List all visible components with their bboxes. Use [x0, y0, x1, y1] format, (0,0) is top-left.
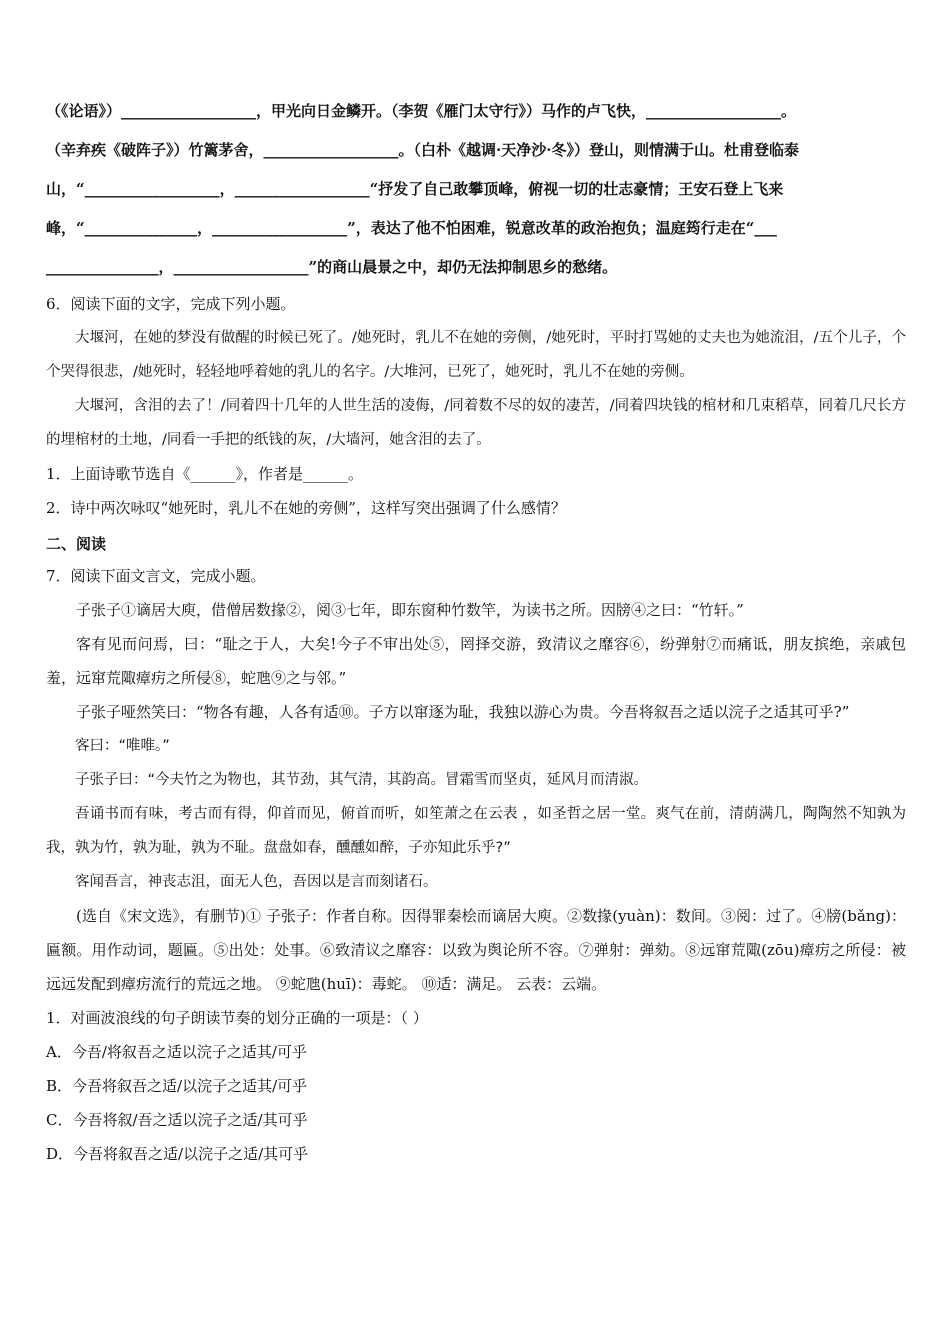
answer-option-b: B．今吾将叙吾之适/以浣子之适其/可乎 — [46, 1077, 308, 1095]
classical-paragraph: 子张子①谪居大庾，借僧居数掾②，阅③七年，即东窗种竹数竿，为读书之所。因牓④之曰：“竹轩。” — [76, 601, 744, 619]
fill-blank-line: 峰，“_______________，__________________”，表达了他不怕困难，锐意改革的政治抱负；温庭筠行走在“___ — [46, 219, 777, 237]
question-7-sub-1: 1．对画波浪线的句子朗读节奏的划分正确的一项是：（ ） — [46, 1009, 428, 1027]
question-6-title: 6．阅读下面的文字，完成下列小题。 — [46, 295, 296, 313]
fill-blank-section — [46, 92, 906, 287]
fill-blank-line: 山，“__________________，__________________“抒发了自己敢攀顶峰，俯视一切的壮志豪情；王安石登上飞来 — [46, 180, 784, 198]
annotation-note: (选自《宋文选》，有删节)① 子张子：作者自称。因得罪秦桧而谪居大庾。②数掾(yuàn)：数间。③阅：过了。④牓(bǎng)：匾额。用作动词，题匾。⑤出处：处事。⑥致清议之靡容：以致为舆论所不容。⑦弹射：弹劾。⑧远窜荒陬(zōu)瘴疠之所侵：被远远发配到瘴疠流行的荒远之地。 ⑨蛇虺(huī)：毒蛇。 ⑩适：满足。 云表：云端。 — [46, 907, 906, 993]
poem-paragraph: 大堰河，在她的梦没有做醒的时候已死了。/她死时，乳儿不在她的旁侧，/她死时，平时打骂她的丈夫也为她流泪，/五个儿子，个个哭得很悲，/她死时，轻轻地呼着她的乳儿的名字。/大堆河，已死了，她死时，乳儿不在她的旁侧。 — [46, 330, 906, 380]
question-7-title: 7．阅读下面文言文，完成小题。 — [46, 567, 266, 585]
question-6 — [46, 287, 906, 525]
document-page — [46, 92, 906, 1171]
answer-option-c: C．今吾将叙/吾之适以浣子之适/其可乎 — [46, 1111, 308, 1129]
classical-paragraph: 客有见而问焉，曰：“耻之于人，大矣!今子不审出处⑤，罔择交游，致清议之靡容⑥，纷弹射⑦而痛诋，朋友摈绝，亲戚包羞，远窜荒陬瘴疠之所侵⑧，蛇虺⑨之与邻。” — [46, 635, 906, 687]
classical-paragraph: 吾诵书而有味，考古而有得，仰首而见，俯首而听，如笙萧之在云表 ，如圣哲之居一堂。爽气在前，清荫满几，陶陶然不知孰为我，孰为竹，孰为耻，孰为不耻。盘盘如春，醺醺如醉，子亦知此乐乎?” — [46, 806, 906, 856]
question-6-sub-1: 1．上面诗歌节选自《______》，作者是______。 — [46, 465, 364, 483]
question-6-sub-2: 2．诗中两次咏叹“她死时，乳儿不在她的旁侧”，这样写突出强调了什么感情？ — [46, 499, 566, 517]
question-7 — [46, 559, 906, 1171]
fill-blank-line: （辛弃疾《破阵子》）竹篱茅舍，__________________。（白朴《越调·天净沙·冬》）登山，则情满于山。杜甫登临泰 — [46, 141, 799, 159]
section-heading: 二、阅读 — [46, 535, 107, 553]
fill-blank-line: （《论语》）__________________，甲光向日金鳞开。（李贺《雁门太守行》）马作的卢飞快，__________________。 — [46, 102, 797, 120]
classical-paragraph: 客闻吾言，神丧志沮，面无人色，吾因以是言而刻诸石。 — [75, 874, 438, 890]
fill-blank-line: _______________，__________________”的商山晨景之中，却仍无法抑制思乡的愁绪。 — [46, 258, 618, 276]
answer-option-a: A．今吾/将叙吾之适以浣子之适其/可乎 — [46, 1043, 307, 1061]
classical-paragraph: 子张子哑然笑曰：“物各有趣，人各有适⑩。子方以窜逐为耻，我独以游心为贵。今吾将叙吾之适以浣子之适其可乎?” — [76, 703, 850, 721]
answer-option-d: D．今吾将叙吾之适/以浣子之适/其可乎 — [46, 1145, 309, 1163]
classical-paragraph: 子张子曰：“今夫竹之为物也，其节劲，其气清，其韵高。冒霜雪而坚贞，延风月而清淑。 — [75, 772, 649, 788]
classical-paragraph: 客曰：“唯唯。” — [75, 738, 170, 754]
poem-paragraph: 大堰河，含泪的去了！/同着四十几年的人世生活的凌侮，/同着数不尽的奴的凄苦，/同着四块钱的棺材和几束稻草，同着几尺长方的埋棺材的土地，/同看一手把的纸钱的灰，/大墙河，她含泪的去了。 — [46, 398, 906, 448]
